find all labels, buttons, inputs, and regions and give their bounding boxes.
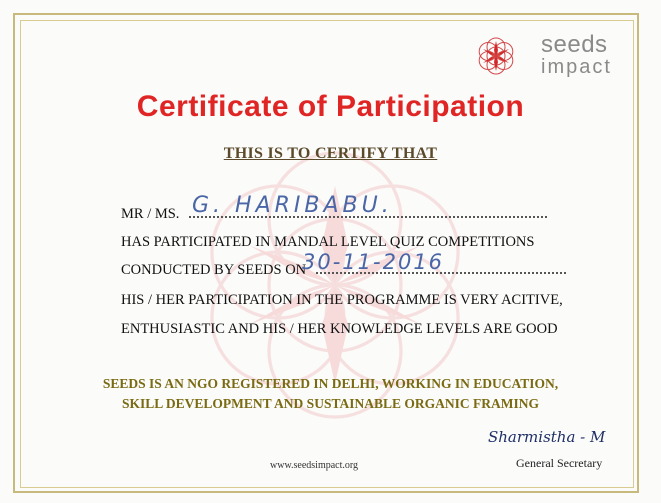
name-handwritten: G. HARIBABU. bbox=[192, 193, 393, 218]
conducted-label: CONDUCTED BY SEEDS ON bbox=[121, 262, 307, 278]
participation-line: HIS / HER PARTICIPATION IN THE PROGRAMME IS VERY ACITIVE, bbox=[121, 292, 563, 308]
signatory-title: General Secretary bbox=[516, 456, 603, 470]
date-handwritten: 30-11-2016 bbox=[302, 250, 445, 274]
logo-text-impact: impact bbox=[541, 56, 612, 78]
certify-heading: THIS IS TO CERTIFY THAT bbox=[223, 145, 438, 162]
participated-line: HAS PARTICIPATED IN MANDAL LEVEL QUIZ COMPETITIONS bbox=[121, 234, 535, 250]
knowledge-line: ENTHUSIASTIC AND HIS / HER KNOWLEDGE LEVELS ARE GOOD bbox=[121, 321, 558, 337]
certificate-title: Certificate of Participation bbox=[136, 90, 525, 123]
logo-wordmark bbox=[541, 33, 612, 77]
website-url: www.seedsimpact.org bbox=[270, 460, 359, 471]
ngo-line-2: SKILL DEVELOPMENT AND SUSTAINABLE ORGANIC FRAMING bbox=[122, 396, 539, 411]
ngo-line-1: SEEDS IS AN NGO REGISTERED IN DELHI, WORKING IN EDUCATION, bbox=[102, 376, 559, 391]
signature: Sharmistha - M bbox=[488, 428, 606, 446]
logo-text-seeds: seeds bbox=[541, 31, 608, 58]
name-label: MR / MS. bbox=[121, 206, 180, 222]
